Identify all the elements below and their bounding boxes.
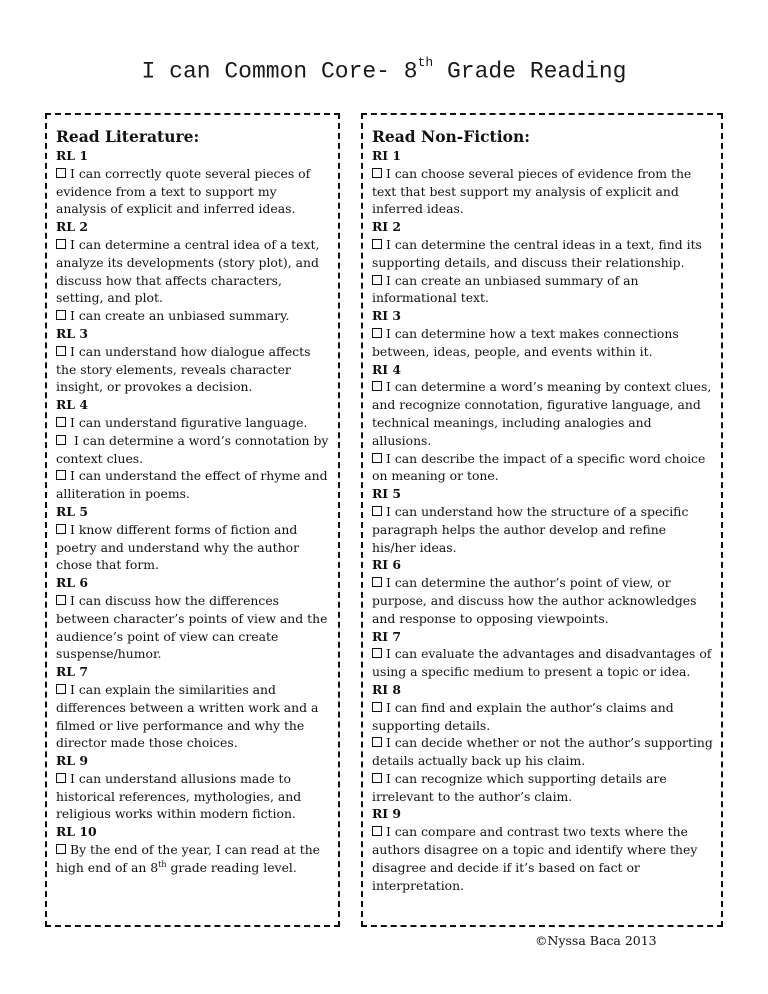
item-text: I know different forms of fiction and poetry and understand why the author chose that form. xyxy=(56,521,299,573)
standard-section xyxy=(56,503,330,574)
checklist-item xyxy=(372,734,713,770)
standard-section xyxy=(56,396,330,503)
standard-code: RI 9 xyxy=(372,806,402,822)
checklist-item xyxy=(372,450,713,486)
standard-code: RI 6 xyxy=(372,557,402,573)
page-title: I can Common Core- 8th Grade Reading xyxy=(141,55,627,85)
checklist-item xyxy=(56,592,330,663)
standard-section xyxy=(372,681,713,806)
standard-section xyxy=(372,556,713,627)
standard-code: RI 3 xyxy=(372,308,402,324)
column-heading: Read Literature: xyxy=(56,127,200,146)
checkbox[interactable] xyxy=(372,275,382,285)
standard-section xyxy=(372,628,713,681)
checkbox[interactable] xyxy=(56,773,66,783)
standard-section xyxy=(372,218,713,307)
checklist-item xyxy=(56,414,330,432)
checkbox[interactable] xyxy=(56,844,66,854)
standard-code: RI 1 xyxy=(372,148,402,163)
checkbox[interactable] xyxy=(372,506,382,516)
checklist-item xyxy=(56,307,330,325)
standard-code: RI 7 xyxy=(372,628,402,644)
checklist-item xyxy=(56,343,330,396)
standards-list xyxy=(56,147,330,823)
checklist-item xyxy=(56,770,330,823)
item-text: I can create an unbiased summary of an informational text. xyxy=(372,272,639,306)
standard-section xyxy=(372,307,713,360)
standard-section xyxy=(56,325,330,396)
item-text: I can understand how dialogue affects the story elements, reveals character insight, or provokes a decision. xyxy=(56,343,311,395)
item-text: I can evaluate the advantages and disadvantages of using a specific medium to present a topic or idea. xyxy=(372,646,712,680)
checkbox[interactable] xyxy=(372,381,382,391)
checklist-item xyxy=(56,467,330,503)
checkbox[interactable] xyxy=(56,239,66,249)
standard-code: RI 8 xyxy=(372,681,402,697)
checkbox[interactable] xyxy=(372,453,382,463)
checklist-item xyxy=(372,574,713,627)
checklist-item xyxy=(372,325,713,361)
standard-code: RI 5 xyxy=(372,486,402,502)
checklist-item xyxy=(56,432,330,468)
standard-code: RL 7 xyxy=(56,664,88,680)
item-text: I can compare and contrast two texts where the authors disagree on a topic and identify where they disagree and decide if it’s based on fact or interpretation. xyxy=(372,824,698,893)
checkbox[interactable] xyxy=(372,239,382,249)
standard-code: RL 5 xyxy=(56,503,88,519)
checklist-item xyxy=(372,503,713,556)
checklist-item xyxy=(372,770,713,806)
checklist-item xyxy=(56,236,330,307)
item-text: I can recognize which supporting details are irrelevant to the author’s claim. xyxy=(372,770,667,804)
standard-code: RL 2 xyxy=(56,219,88,235)
item-text: I can discuss how the differences between character’s points of view and the audience’s point of view can create suspense/humor. xyxy=(56,592,328,662)
standard-section xyxy=(56,663,330,752)
item-text: I can explain the similarities and differences between a written work and a filmed or live performance and why the director made those choices. xyxy=(56,681,319,751)
checklist-item xyxy=(372,165,713,218)
standard-section xyxy=(56,218,330,325)
checklist-item xyxy=(372,699,713,735)
standard-section xyxy=(372,485,713,556)
checklist-item xyxy=(56,165,330,218)
item-text: I can understand allusions made to historical references, mythologies, and religious works within modern fiction. xyxy=(56,770,302,822)
checkbox[interactable] xyxy=(56,346,66,356)
standard-section xyxy=(372,805,713,894)
item-text: I can correctly quote several pieces of evidence from a text to support my analysis of explicit and inferred ideas. xyxy=(56,165,311,217)
standard-section xyxy=(56,147,330,218)
standard-code: RL 10 xyxy=(56,824,97,840)
checkbox[interactable] xyxy=(372,737,382,747)
checkbox[interactable] xyxy=(372,648,382,658)
item-text: I can understand how the structure of a specific paragraph helps the author develop and refine his/her ideas. xyxy=(372,503,689,555)
standard-code: RL 4 xyxy=(56,397,88,413)
item-text: I can determine a word’s meaning by context clues, and recognize connotation, figurative language, and technical meanings, including analogies and allusions. xyxy=(372,379,712,448)
checkbox[interactable] xyxy=(372,328,382,338)
item-text: I can determine a central idea of a text, analyze its developments (story plot), and discuss how that affects characters, setting, and plot. xyxy=(56,236,320,306)
checklist-item xyxy=(56,521,330,574)
item-text: I can determine how a text makes connections between, ideas, people, and events within it. xyxy=(372,325,679,359)
checkbox[interactable] xyxy=(372,577,382,587)
standard-code: RL 1 xyxy=(56,148,88,163)
item-text: I can find and explain the author’s claims and supporting details. xyxy=(372,699,674,733)
checkbox[interactable] xyxy=(372,826,382,836)
checklist-item xyxy=(56,681,330,752)
read-literature-column xyxy=(45,113,340,927)
checklist-item xyxy=(372,823,713,894)
checklist-item: By the end of the year, I can read at the high end of an 8th grade reading level. xyxy=(56,842,321,875)
standard-code: RI 2 xyxy=(372,219,402,235)
checkbox[interactable] xyxy=(56,417,66,427)
checkbox[interactable] xyxy=(372,168,382,178)
standard-section xyxy=(56,752,330,823)
checklist-item xyxy=(372,236,713,272)
checklist-item xyxy=(372,378,713,449)
checkbox[interactable] xyxy=(56,168,66,178)
checklist-item xyxy=(372,645,713,681)
checkbox[interactable] xyxy=(56,470,66,480)
item-text: I can determine a word’s connotation by context clues. xyxy=(56,432,329,466)
item-text: I can determine the central ideas in a text, find its supporting details, and discuss their relationship. xyxy=(372,236,702,270)
item-text: I can understand the effect of rhyme and alliteration in poems. xyxy=(56,468,328,502)
read-nonfiction-column xyxy=(361,113,723,927)
checkbox[interactable] xyxy=(56,310,66,320)
standard-code: RL 6 xyxy=(56,575,88,591)
item-text: I can decide whether or not the author’s supporting details actually back up his claim. xyxy=(372,735,713,769)
item-text: I can determine the author’s point of view, or purpose, and discuss how the author acknowledges and response to opposing viewpoints. xyxy=(372,575,697,626)
checkbox[interactable] xyxy=(372,702,382,712)
checkbox[interactable] xyxy=(56,684,66,694)
item-text: I can choose several pieces of evidence from the text that best support my analysis of explicit and inferred ideas. xyxy=(372,165,692,217)
column-heading: Read Non-Fiction: xyxy=(372,127,530,146)
standard-section xyxy=(372,147,713,218)
checkbox[interactable] xyxy=(56,595,66,605)
copyright-footer: ©Nyssa Baca 2013 xyxy=(535,933,657,948)
item-text: I can understand figurative language. xyxy=(70,414,308,430)
standard-code: RL 9 xyxy=(56,753,88,769)
checkbox[interactable] xyxy=(372,773,382,783)
standard-section xyxy=(56,574,330,663)
standard-code: RI 4 xyxy=(372,361,402,377)
standards-list xyxy=(372,147,713,894)
standard-code: RL 3 xyxy=(56,325,88,341)
standard-section xyxy=(372,361,713,486)
checkbox[interactable] xyxy=(56,524,66,534)
item-text: I can create an unbiased summary. xyxy=(70,308,290,324)
checklist-item xyxy=(372,272,713,308)
checkbox[interactable] xyxy=(56,435,66,445)
standard-section xyxy=(56,823,330,876)
item-text: I can describe the impact of a specific word choice on meaning or tone. xyxy=(372,450,706,484)
